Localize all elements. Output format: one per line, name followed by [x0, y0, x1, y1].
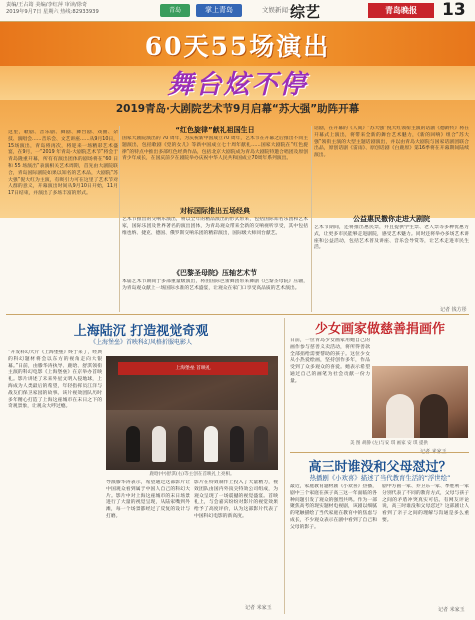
- article4-col-b: 剧中方圆一家、乔卫东一家、季胜利一家分别代表了不同的教育方式，父母与孩子之间的矛盾冲突真实可信。有网友评论说，高三时谁没和父母怼过？这部剧让人看到了亲子之间的理解与沟通是多么重要。: [382, 484, 469, 523]
- hero-title: 60天55场演出: [144, 32, 331, 61]
- person-figure: [254, 426, 268, 462]
- movie-premiere-photo: [106, 356, 278, 470]
- article1-col-left: 这里，歌剧、音乐剧、舞剧、舞台剧、戏曲、杂技、演唱会……音乐会、文艺讲座……从9月10日，15场演出，青岛将再次，将迎来一场精彩艺术盛宴，在9月，一“2019 年青岛·大剧院艺术节”将会于青岛隆重开幕，所有有演出团体的剧场将在“60 日和 55 场演出”表演相关艺术周期，首先由大剧院联合，青岛国际剧院如果以知名的艺术品，大剧院“苏大强”倪大红为主演，有吸引力可在这里了艺术节对人群的意义，开幕演出时间从9月10日开始，11月17日结束，并演出了多场丰富的形式。: [8, 130, 118, 197]
- section-divider: [290, 452, 469, 453]
- section-name: 综艺: [290, 3, 321, 21]
- section-kicker: 文娱新闻·: [262, 6, 291, 14]
- article1-col-symphony: 艺术节推出的交响乐演出，将以全年的精品演出的形式带来，包括国际知名乐团和艺术家，国际乐团及世界著名的演出团体，为青岛观众带来全新的交响视听享受，其中包括维也纳、捷克、德国、俄罗斯交响乐团的精彩演出，国际级大师同台献艺。: [122, 217, 308, 236]
- masthead-bar: [0, 0, 475, 22]
- column-divider: [119, 126, 120, 312]
- article2-subtitle: 《上海堡垒》首映科幻风格折服电影人: [89, 339, 192, 346]
- person-figure: [204, 426, 218, 462]
- qingdao-app-logo: 青岛: [160, 4, 190, 17]
- person-figure: [126, 426, 140, 462]
- article1-heading-public: 公益惠民撒你走进大剧院: [353, 215, 430, 223]
- article1-col-right: 话剧，在开幕的《人间》“苏大强”倪大红领衔主演的话剧《德龄传》将在开幕式上演出，将带来全新的舞台艺术魅力，《新的回响》组合“苏大强”领衔主演的大型主题话剧演出，并以由青岛大剧院与国家话剧团联合出品，原创话剧《雷雨》、原创话剧《白鹿原》第16季将在开幕期间陆续演出。: [314, 126, 469, 159]
- person-figure: [420, 394, 448, 438]
- column-divider: [284, 318, 285, 614]
- article3-col-a: 日前，一位青岛少女画家用她自己的画作参与慈善义卖活动，将所得善款全部捐给需要帮助的孩子。这位少女从小热爱绘画，坚持创作多年，作品受到了众多观众的喜爱。她表示希望通过自己的画笔为社会贡献一份力量。: [290, 338, 370, 384]
- person-figure: [386, 394, 414, 438]
- article1-col-ballet: 本届艺术节期间于多部重量级演出，将由国际芭蕾舞团带来舞剧《巴黎圣母院》压轴，为青岛观众献上一场国际水准的艺术盛宴，让观众在家门口享受高品质的艺术演出。: [122, 279, 308, 291]
- hero-art-title: 舞台炫不停: [167, 70, 308, 100]
- person-figure: [152, 426, 166, 462]
- date-line: 2019年9月7日 星期六 热线:82933939: [6, 9, 99, 15]
- editor-meta: [6, 2, 156, 16]
- zhangshang-qingdao-logo: 掌上青岛: [196, 4, 242, 17]
- person-figure: [230, 426, 244, 462]
- painter-photo: [372, 366, 468, 438]
- article4-col-a: 最近，家庭教育题材剧《小欢喜》热播，剧中三个家庭在孩子高三这一年面临的各种问题引发了观众的强烈共鸣。作为一部聚焦高考的现实题材电视剧，该剧以细腻的笔触描绘了当代家庭在教育中的焦虑与成长，不少观众表示在剧中看到了自己和父母的影子。: [290, 484, 377, 530]
- article4-subtitle: 热播剧《小欢喜》描述了当代教育生活的“浮世绘”: [309, 474, 451, 482]
- premiere-banner: 上海堡垒 首映礼: [118, 362, 268, 375]
- article4-author: 记者 米家玉: [438, 607, 465, 613]
- painter-photo-caption: 美 图 胡静 (左)与安 琪 画家 安 琪 提供: [350, 441, 428, 446]
- article3-title: 少女画家做慈善捐画作: [314, 322, 445, 337]
- page-number: 13: [442, 0, 466, 20]
- section-divider: [6, 314, 469, 315]
- article1-col-public: 艺术节期间，还将推出惠民票，并且提供学生票、老人票等多种优惠方式，让更多市民能够走进剧院，感受艺术魅力。同时还将举办多场艺术讲座和公益活动，包括艺术普及讲座、音乐会导赏等，让艺术走进市民生活。: [314, 225, 469, 251]
- article2-title: 上海陆沉 打造视觉奇观: [73, 324, 209, 339]
- newspaper-brand: 青岛晚报: [368, 3, 434, 18]
- article2-author: 记者 米家玉: [245, 605, 272, 611]
- photo-caption: 鹿晗(中)舒淇(右)等主创在首映礼上亮相。: [149, 472, 235, 477]
- editor-line: 责编/王占筠 美编/李红萍 审读/徐奇: [6, 2, 88, 8]
- article1-heading-red: “红色旋律”献礼祖国生日: [175, 126, 255, 134]
- hero-subtitle: 2019青岛·大剧院艺术节9月启幕“苏大强”助阵开幕: [115, 103, 360, 115]
- article1-heading-ballet: 《巴黎圣母院》压轴艺术节: [173, 269, 257, 277]
- article2-col-c: 影片在特效制作上投入了大量精力，视效团队由国内外顶尖特效公司组成，为观众呈现了一场震撼的视觉盛宴。首映礼上，与会嘉宾纷纷对影片的视觉效果给予了高度评价，认为这部影片代表了中国科幻电影的新高度。: [194, 480, 278, 519]
- article1-author: 记者 钱方彤: [440, 307, 467, 313]
- column-divider: [311, 126, 312, 312]
- article4-title: 高三时谁没和父母怼过？: [308, 460, 452, 475]
- article2-col-b: 导演滕华涛表示，希望通过这部影片让中国观众看到属于中国人自己的科幻大片。影片中对上海这座城市的末日场景进行了大量的视觉呈现，从陆家嘴到外滩，每一个场景都经过了反复的设计与打磨。: [106, 480, 190, 519]
- article2-col-a: “开发科幻大片《上海堡垒》终于来了，经典的科幻题材将会以东方的视角走向大银幕。”日前，由滕华涛执导、鹿晗、舒淇领衔主演的科幻电影《上海堡垒》在京举办首映礼。影片讲述了未来外星文明入侵地球，上海成为人类最后的希望，年轻指挥员江洋与战友们保卫家园的故事。该片视效团队历时多年精心打造了上海这座城市在末日之下的奇观景象，让观众大呼过瘾。: [8, 350, 102, 410]
- person-figure: [178, 426, 192, 462]
- article1-heading-symphony: 对标国际推出五场经典: [180, 207, 250, 215]
- article1-col-mid: 国家大剧院演出的 70 周年，为庆祝新中国成立70 周年，艺术节在开幕之后推出不同主题演出，包括歌剧《党的女儿》等新中国成立七十周年献礼……国家大剧院在“红色旋律”的特点中推出多部红色经典作品，包括北京大剧院成为青岛大剧院特邀合唱团及原创青少年成长，在国庆前夕在剧院举办庆祝中华人民共和国成立70周年系列演出。: [122, 136, 308, 162]
